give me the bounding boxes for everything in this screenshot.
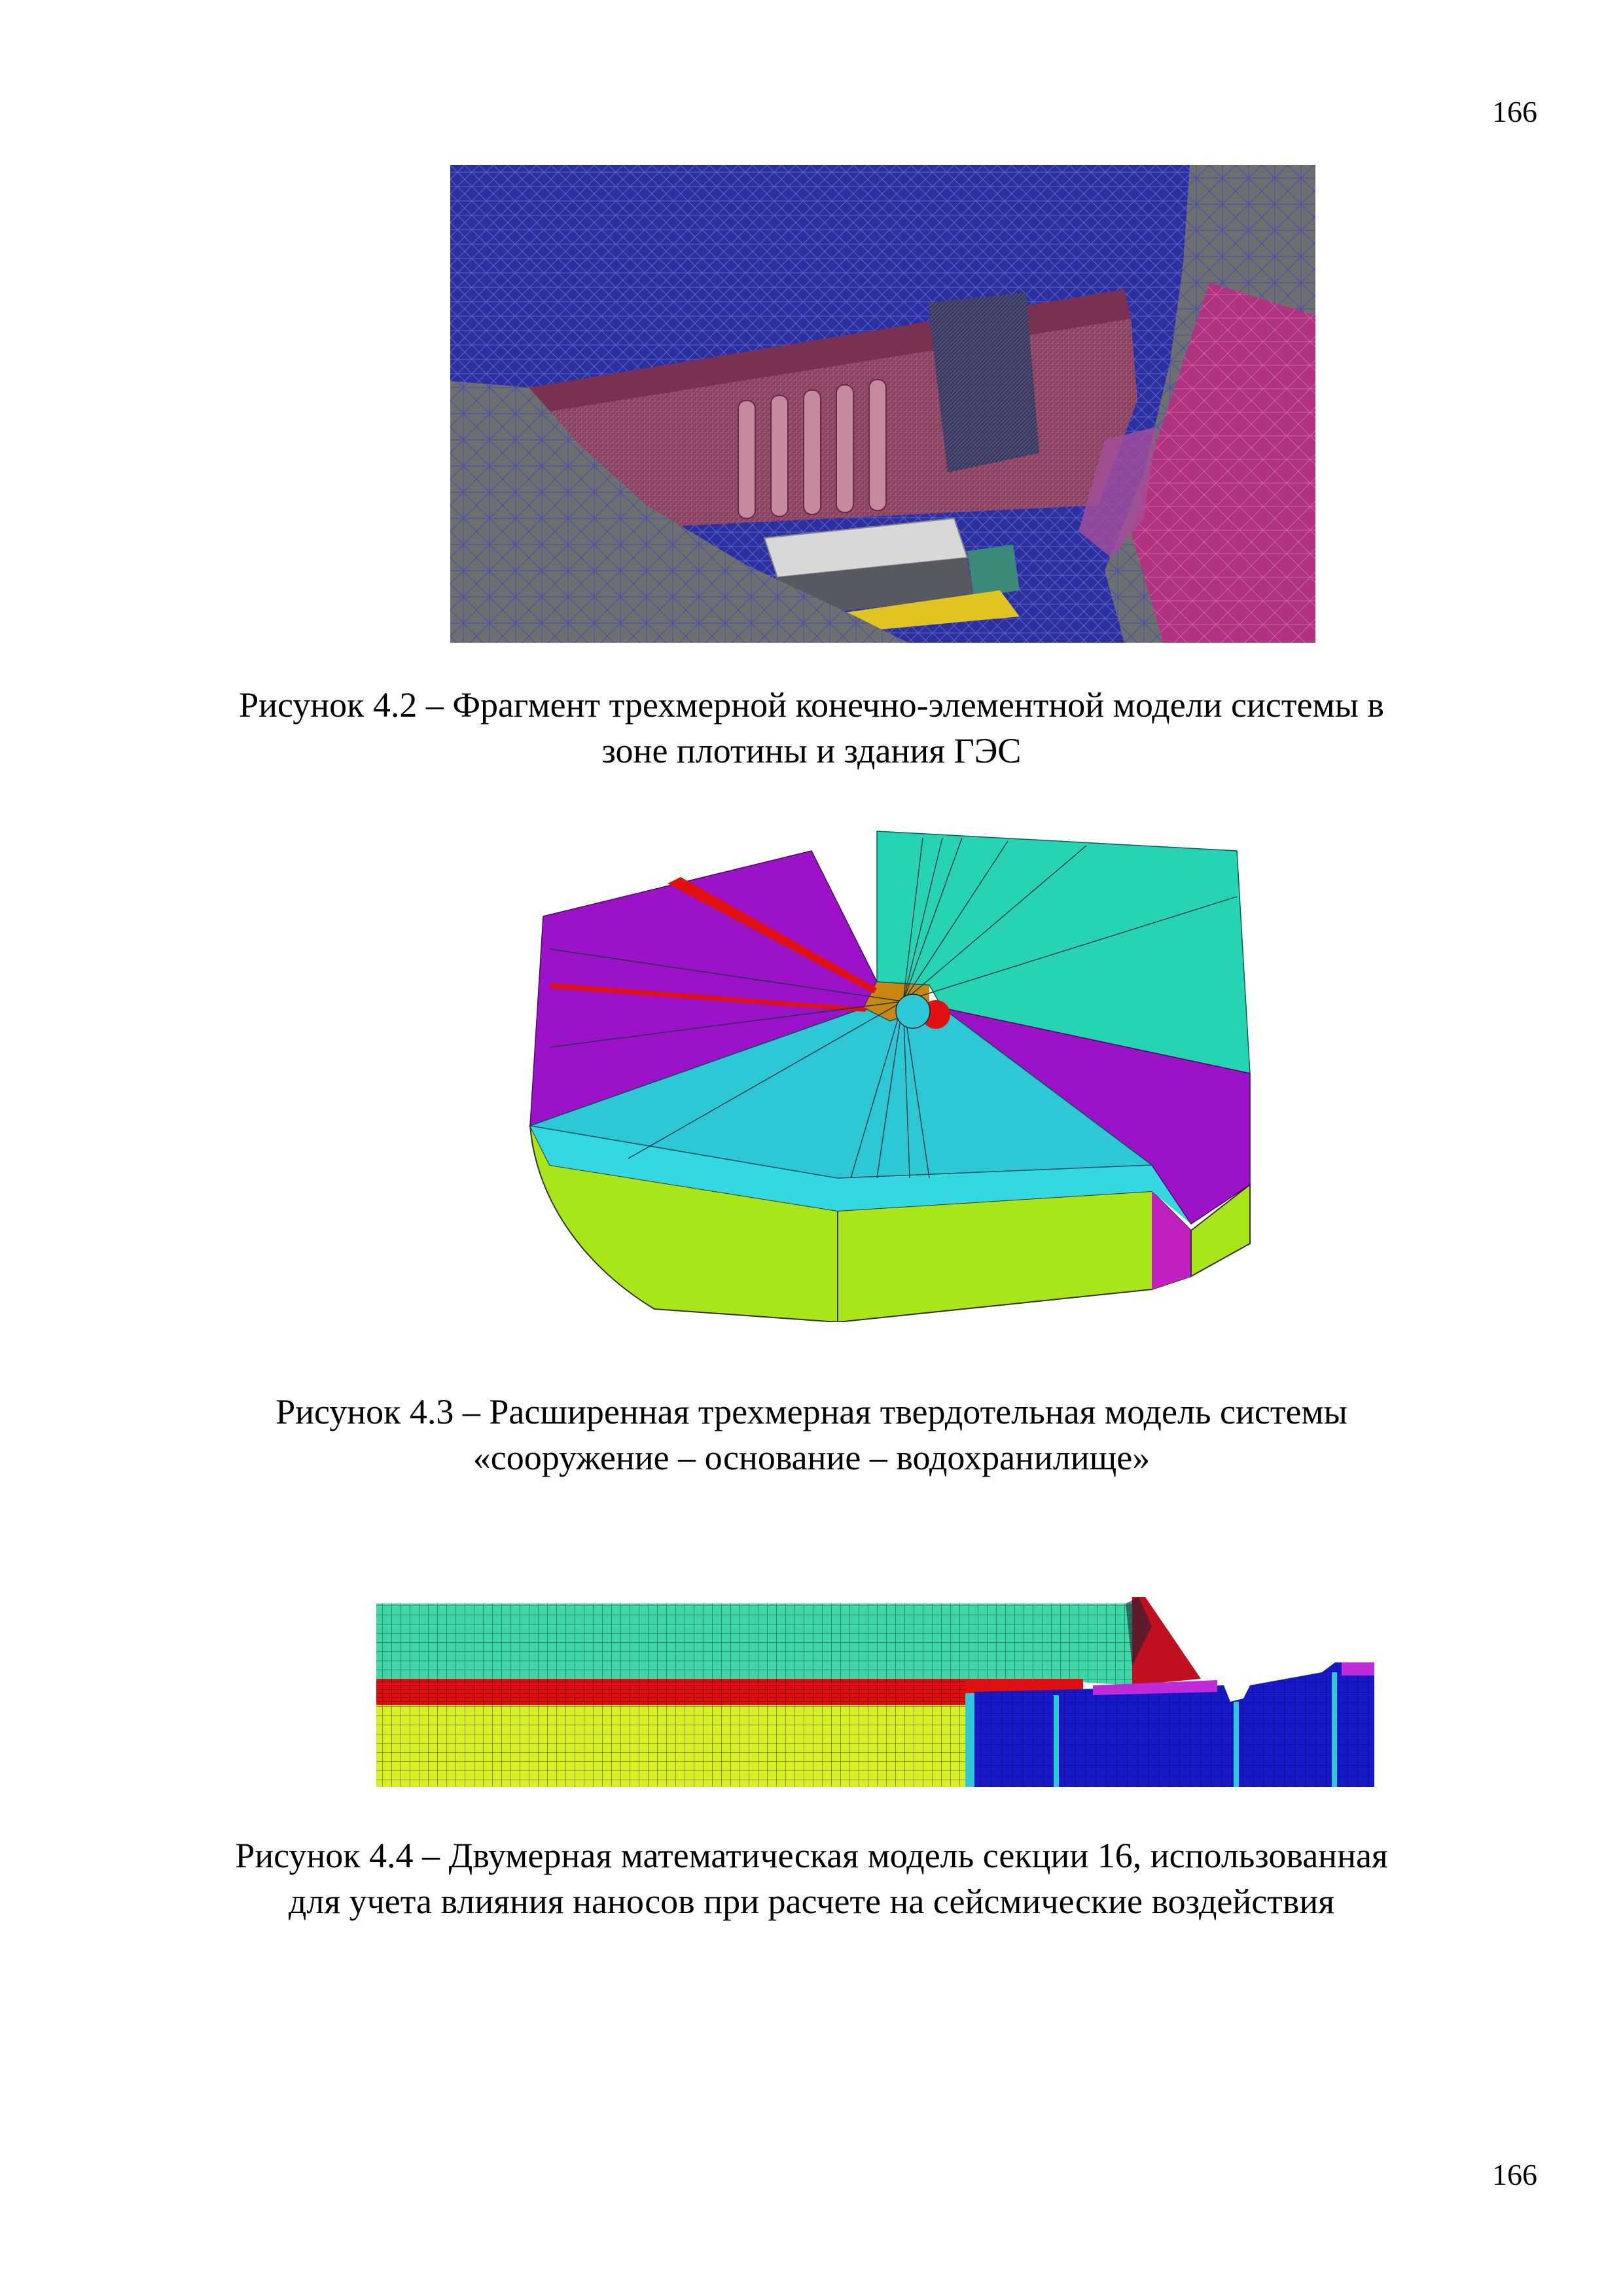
figure-4-3-caption	[0, 1389, 1623, 1480]
figure-4-4-image	[373, 1587, 1378, 1790]
caption-line: зоне плотины и здания ГЭС	[601, 731, 1022, 770]
figure-4-2-caption	[0, 682, 1623, 774]
caption-line: «сооружение – основание – водохранилище»	[473, 1438, 1150, 1477]
caption-line: Рисунок 4.4 – Двумерная математическая модель секции 16, использованная	[235, 1836, 1388, 1875]
figure-4-2-image	[450, 165, 1315, 643]
caption-line: для учета влияния наносов при расчете на сейсмические воздействия	[288, 1882, 1335, 1921]
caption-line: Рисунок 4.3 – Расширенная трехмерная твердотельная модель системы	[276, 1392, 1347, 1431]
figure-4-3-image	[510, 812, 1296, 1322]
page-number-top: 166	[1492, 95, 1537, 128]
page-number-bottom: 166	[1492, 2158, 1537, 2191]
caption-line: Рисунок 4.2 – Фрагмент трехмерной конечно-элементной модели системы в	[239, 685, 1384, 725]
figure-4-4-caption	[0, 1833, 1623, 1924]
